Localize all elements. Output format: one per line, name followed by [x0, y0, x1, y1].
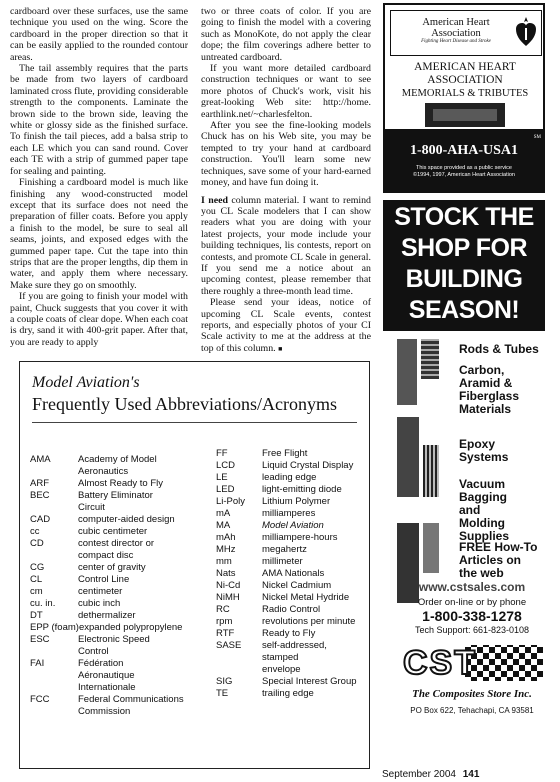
abbr-value: Fédération	[78, 658, 124, 669]
abbr-key: Nats	[216, 568, 236, 579]
cst-ad[interactable]	[383, 337, 545, 769]
abbr-key	[30, 682, 78, 694]
stock-line: BUILDING	[405, 265, 523, 293]
abbr-value: Control	[78, 646, 109, 657]
abbr-value: Battery Eliminator	[78, 490, 153, 501]
abbr-key: RC	[216, 604, 230, 615]
abbr-value: megahertz	[262, 544, 307, 555]
article-column-2	[201, 6, 371, 355]
abbr-value: Academy of Model	[78, 454, 157, 465]
abbr-key: cm	[30, 586, 43, 597]
cst-item: Vacuum Bagging and Molding Supplies	[459, 477, 510, 543]
service-mark: SM	[533, 135, 541, 140]
abbr-key: mA	[216, 508, 231, 519]
abbr-row	[30, 670, 208, 682]
abbr-row	[216, 676, 366, 688]
abbr-row	[216, 460, 366, 472]
aha-headline-line: AMERICAN HEART	[414, 61, 516, 73]
bagging-film-image	[423, 523, 439, 573]
abbr-row	[30, 694, 208, 706]
page-number: 141	[462, 769, 480, 780]
cst-phone: 1-800-338-1278	[422, 608, 522, 624]
abbr-key	[30, 550, 78, 562]
abbr-value: millimeter	[262, 556, 303, 567]
col2-paragraph	[201, 297, 371, 355]
abbr-row	[30, 706, 208, 718]
abbr-key: AMA	[30, 454, 51, 465]
abbr-value: compact disc	[78, 550, 134, 561]
abbr-key: FAI	[30, 658, 45, 669]
abbr-key: CAD	[30, 514, 51, 525]
abbr-value: cubic centimeter	[78, 526, 148, 537]
abbr-row	[216, 532, 366, 544]
cst-website-link[interactable]: www.cstsales.com	[418, 580, 526, 594]
abbr-row	[216, 604, 366, 616]
aha-ornament	[425, 103, 505, 127]
abbr-row	[30, 538, 208, 550]
abbr-row	[216, 580, 366, 592]
abbr-row	[30, 646, 208, 658]
abbr-key: CG	[30, 562, 45, 573]
abbr-value: milliamperes	[262, 508, 316, 519]
bold-lead: I need	[201, 194, 228, 206]
abbr-row	[216, 616, 366, 628]
abbr-key: ARF	[30, 478, 49, 489]
abbr-key: mm	[216, 556, 232, 567]
cst-item: Epoxy Systems	[459, 437, 509, 464]
abbreviations-box	[19, 361, 370, 769]
abbr-key: BEC	[30, 490, 50, 501]
abbr-right-column	[216, 448, 366, 700]
abbr-key	[30, 502, 78, 514]
col2-paragraph-text: Please send your ideas, notice of upcoming CL Scale events, contest reports, and especially photos of your CI Scale activity to me at the address at the top of this column.	[201, 297, 371, 354]
article-column-1	[10, 6, 188, 348]
abbr-row	[216, 448, 366, 460]
abbr-title: Frequently Used Abbreviations/Acronyms	[32, 394, 337, 414]
aha-headline-line: MEMORIALS & TRIBUTES	[401, 88, 529, 99]
abbr-key: LED	[216, 484, 235, 495]
abbr-row	[30, 526, 208, 538]
abbr-value: Circuit	[78, 502, 105, 513]
page-footer	[382, 769, 479, 780]
abbr-key: MHz	[216, 544, 236, 555]
abbr-row	[30, 490, 208, 502]
abbr-value: Control Line	[78, 574, 130, 585]
abbr-value: centimeter	[78, 586, 123, 597]
cst-item: Rods & Tubes	[459, 342, 539, 356]
abbr-value: expanded polypropylene	[78, 622, 183, 633]
abbr-key: RTF	[216, 628, 235, 639]
abbr-value: Lithium Polymer	[262, 496, 331, 507]
abbr-value: computer-aided design	[78, 514, 175, 525]
aha-phone-panel	[385, 129, 543, 191]
abbr-row	[216, 640, 366, 664]
abbr-value: Model Aviation	[262, 520, 324, 531]
epoxy-bottle-image	[423, 445, 439, 497]
abbr-value: milliampere-hours	[262, 532, 338, 543]
cst-tech-support: Tech Support: 661-823-0108	[414, 625, 530, 635]
abbr-row	[216, 484, 366, 496]
stock-shop-ad[interactable]	[383, 200, 545, 331]
aha-fine-line: This space provided as a public service	[416, 165, 512, 171]
abbr-key: Ni-Cd	[216, 580, 241, 591]
fiber-spool-image	[397, 417, 419, 497]
abbr-row	[30, 502, 208, 514]
abbr-row	[30, 562, 208, 574]
abbr-row	[30, 622, 208, 634]
abbr-title-italic: Model Aviation's	[32, 374, 140, 391]
abbr-row	[216, 556, 366, 568]
abbr-value: leading edge	[262, 472, 317, 483]
abbr-key: TE	[216, 688, 229, 699]
cst-logo	[399, 641, 545, 685]
abbr-value: Nickel Cadmium	[262, 580, 332, 591]
abbr-value: Almost Ready to Fly	[78, 478, 163, 489]
abbr-value: self-addressed, stamped	[262, 640, 327, 663]
abbr-row	[216, 592, 366, 604]
abbr-key: mAh	[216, 532, 236, 543]
carbon-tubes-image	[397, 339, 417, 405]
cst-address: PO Box 622, Tehachapi, CA 93581	[410, 706, 534, 715]
aha-headline-line: ASSOCIATION	[427, 74, 503, 86]
abbr-divider	[32, 422, 357, 423]
abbr-value: Federal Communications	[78, 694, 184, 705]
abbr-left-column	[30, 454, 208, 718]
abbr-row	[30, 514, 208, 526]
col2-paragraph	[201, 195, 371, 298]
abbr-row	[216, 628, 366, 640]
abbr-value: AMA Nationals	[262, 568, 325, 579]
abbr-value: cubic inch	[78, 598, 121, 609]
abbr-value: trailing edge	[262, 688, 314, 699]
aha-fine-line: ©1994, 1997, American Heart Association	[413, 172, 515, 178]
abbr-key	[30, 466, 78, 478]
stock-line: STOCK THE	[394, 203, 534, 231]
abbr-value: envelope	[262, 664, 301, 675]
abbr-value: contest director or	[78, 538, 155, 549]
stock-line: SHOP FOR	[400, 234, 528, 262]
col1-paragraph: If you are going to finish your model with paint, Chuck suggests that you cover it with a couple coats of clear dope. When each coat is dry, sand it with 400-grit paper. After that, you are ready to apply	[10, 291, 188, 348]
abbr-value: Free Flight	[262, 448, 308, 459]
abbr-row	[216, 520, 366, 532]
cst-logo-text: CST	[403, 644, 477, 682]
abbr-value: revolutions per minute	[262, 616, 356, 627]
cst-item: Carbon, Aramid & Fiberglass Materials	[459, 363, 520, 416]
abbr-value: Radio Control	[262, 604, 321, 615]
abbr-row	[30, 658, 208, 670]
abbr-row	[30, 466, 208, 478]
abbr-row	[216, 568, 366, 580]
abbr-key: ESC	[30, 634, 50, 645]
aha-fine-print	[385, 165, 543, 179]
abbr-row	[216, 472, 366, 484]
abbr-key	[30, 670, 78, 682]
abbr-key: Li-Poly	[216, 496, 246, 507]
abbr-row	[30, 610, 208, 622]
abbr-key	[216, 664, 262, 676]
abbr-value: center of gravity	[78, 562, 146, 573]
abbr-key: NiMH	[216, 592, 240, 603]
abbr-key: SIG	[216, 676, 233, 687]
abbr-key: DT	[30, 610, 43, 621]
abbr-row	[30, 682, 208, 694]
end-mark-icon: ■	[278, 344, 283, 353]
abbr-row	[30, 550, 208, 562]
abbr-key: SASE	[216, 640, 242, 651]
col1-paragraph: Finishing a cardboard model is much like finishing any wood-constructed model except that its surface does not need the preparation of filler coats. Before you apply a finish to the model, be sure to seal all seams, joints, and exposed edges with the gummed paper tape. Cut the tape into thin strips that are the proper lengths, dip them in water, and apply them where necessary. Make sure they go on smoothly.	[10, 177, 188, 291]
abbr-row	[216, 688, 366, 700]
abbr-row	[30, 598, 208, 610]
abbr-row	[216, 544, 366, 556]
aha-ad[interactable]	[383, 3, 545, 193]
abbr-value: Nickel Metal Hydride	[262, 592, 350, 603]
stock-shop-headline	[383, 202, 545, 326]
col1-paragraph: cardboard over these surfaces, use the same technique you used on the wing. Score the cardboard in the proper direction so that it can be easily applied to the rounded contour areas.	[10, 6, 188, 63]
abbr-value: Aeronautics	[78, 466, 129, 477]
abbr-value: light-emitting diode	[262, 484, 342, 495]
col1-paragraph: The tail assembly requires that the parts be made from two layers of cardboard laminated cross flute, providing considerable strength to the components. Laminate the brown side to the brown side, leaving the white or glossy side as the finished surface. To finish the tail pieces, add a balsa strip to each LE which you can sand round. Cover each TE with a strip of gummed paper tape for sealing and painting.	[10, 63, 188, 177]
abbr-value: Aéronautique	[78, 670, 135, 681]
abbr-row	[216, 508, 366, 520]
fiber-weave-image	[421, 339, 439, 379]
aha-headline	[390, 61, 540, 100]
abbr-key: LE	[216, 472, 228, 483]
abbr-value: Commission	[78, 706, 131, 717]
abbr-row	[216, 496, 366, 508]
abbr-key: LCD	[216, 460, 236, 471]
abbr-row	[30, 478, 208, 490]
issue-date: September 2004	[382, 769, 456, 780]
abbr-key: CD	[30, 538, 44, 549]
abbr-value: Ready to Fly	[262, 628, 316, 639]
col2-paragraph: If you want more detailed cardboard construction techniques or want to see more photos of Chuck's work, visit his great-looking Web site: http://home. earthlink.net/~charlesfelton.	[201, 63, 371, 120]
abbr-key	[30, 706, 78, 718]
col2-paragraph-text: column material. I want to remind you CL Scale modelers that I can show readers what you are doing with your latest projects, your mode include your building techniques, lis contests, report on contests, and promote CL Scale in general. If you send me a notice about an upcoming contest, please remember that there roughly a three-month lead time.	[201, 194, 371, 297]
abbr-key: MA	[216, 520, 231, 531]
cst-item: FREE How-To Articles on the web	[459, 540, 538, 580]
aha-logo	[390, 10, 542, 56]
abbr-value: Internationale	[78, 682, 136, 693]
abbr-row	[30, 574, 208, 586]
aha-logo-name: American Heart Association	[422, 17, 490, 39]
abbr-key: CL	[30, 574, 43, 585]
aha-logo-tagline: Fighting Heart Disease and Stroke	[421, 39, 491, 44]
abbr-key: FCC	[30, 694, 50, 705]
col2-paragraph: two or three coats of color. If you are going to finish the model with a covering such as MonoKote, do not apply the clear dope; the film coverings adhere better to untreated cardboard.	[201, 6, 371, 63]
abbr-value: dethermalizer	[78, 610, 136, 621]
abbr-key: cc	[30, 526, 40, 537]
cst-company-name: The Composites Store Inc.	[412, 688, 532, 700]
abbr-key: rpm	[216, 616, 233, 627]
abbr-value: Liquid Crystal Display	[262, 460, 354, 471]
abbr-value: Electronic Speed	[78, 634, 150, 645]
stock-line: SEASON!	[408, 296, 520, 324]
col2-paragraph: After you see the fine-looking models Chuck has on his Web site, you may be tempted to try your hand at cardboard construction. You'll learn some new techniques, save some of your hard-earned money, and have fun doing it.	[201, 120, 371, 189]
abbr-key: FF	[216, 448, 228, 459]
abbr-row	[30, 634, 208, 646]
abbr-row	[216, 664, 366, 676]
abbr-row	[30, 454, 208, 466]
abbr-key: EPP (foam)	[30, 622, 79, 633]
cst-order-text: Order on-line or by phone	[417, 597, 527, 608]
aha-phone: 1-800-AHA-USA1	[409, 143, 519, 158]
abbr-key	[30, 646, 78, 658]
abbr-key: cu. in.	[30, 598, 56, 609]
abbr-row	[30, 586, 208, 598]
abbr-value: Special Interest Group	[262, 676, 357, 687]
heart-torch-icon	[515, 16, 537, 48]
